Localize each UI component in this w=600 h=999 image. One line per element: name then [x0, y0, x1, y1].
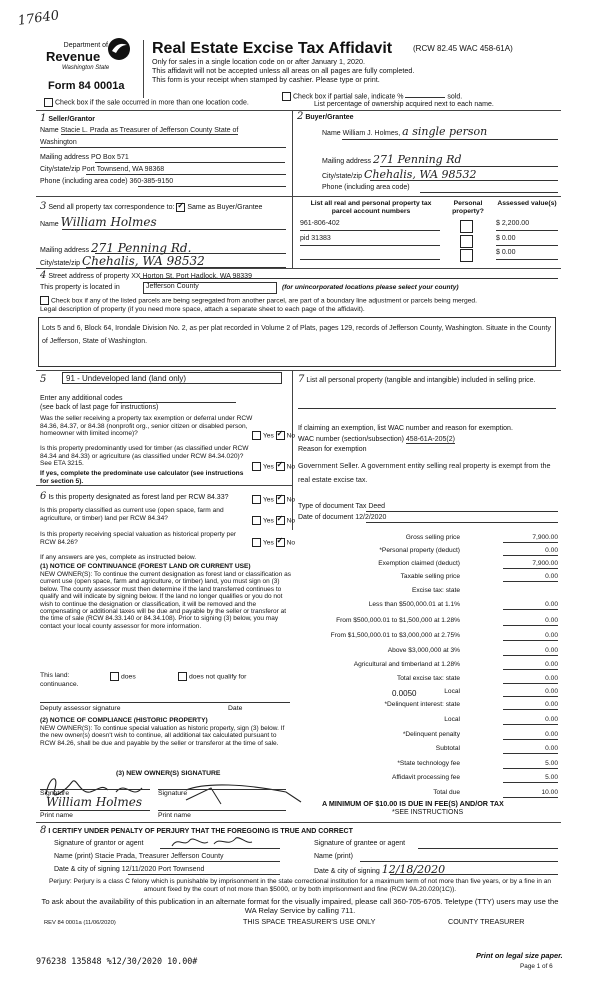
- owner-signature-label: Signature: [40, 790, 70, 797]
- street-num: 4: [40, 270, 47, 281]
- seller-city-value: Port Townsend, WA 98368: [82, 166, 165, 173]
- grantor-name-field[interactable]: [54, 853, 224, 861]
- tax-row-label: Total excise tax: state: [396, 675, 460, 682]
- tax-row-label: Agricultural and timberland at 1.28%: [353, 661, 460, 668]
- header-note-3: This form is your receipt when stamped by cashier. Please type or print.: [152, 75, 380, 84]
- open-space-answer[interactable]: [252, 516, 295, 525]
- buyer-city-label: City/state/zip: [322, 173, 363, 180]
- notice1-title: (1) NOTICE OF CONTINUANCE (FOREST LAND OR CURRENT USE): [40, 563, 251, 570]
- tax-row-value[interactable]: 0.00: [503, 601, 558, 610]
- send-tax-name-label: Name: [40, 221, 59, 228]
- new-owner-sig-title: (3) NEW OWNER(S) SIGNATURE: [116, 770, 221, 777]
- grantor-date-label: Date & city of signing: [54, 866, 120, 873]
- legal-description[interactable]: Lots 5 and 6, Block 64, Irondale Division No. 2, as per plat recorded in Volume 2 of Plats, pages 129, records of Jefferson County, Washington. Situate in the County of Jefferson, State of Washington.: [38, 317, 556, 367]
- forest-answer[interactable]: [252, 495, 295, 504]
- tax-row: [298, 716, 560, 727]
- tax-row: [298, 760, 560, 771]
- tax-row: [298, 573, 560, 584]
- legal-desc-label: Legal description of property (if you need more space, attach a separate sheet to each page of the affidavit).: [40, 306, 365, 313]
- seller-phone-value: 360-385-9150: [129, 178, 174, 185]
- partial-sold-label: sold.: [447, 93, 463, 101]
- buyer-heading: [297, 111, 354, 123]
- logo-state: Washington State: [62, 64, 110, 71]
- timber-note: If yes, complete the predominate use calculator (see instructions for section 5).: [40, 470, 244, 485]
- reason-label: Reason for exemption: [298, 446, 367, 453]
- wac-value: 458-61A-205(2): [405, 436, 455, 443]
- exemption-question: Was the seller receiving a property tax exemption or deferral under RCW 84.36, 84.37, or 84.38 (nonprofit org., senior citizen or disabled person, homeowner with limited income)?: [40, 415, 253, 438]
- tax-row: [298, 547, 560, 558]
- section8-num: 8: [40, 825, 47, 836]
- tax-row-value[interactable]: 0.00: [503, 573, 558, 582]
- buyer-city-value: Chehalis, WA 98532: [364, 168, 477, 181]
- perjury-warning: Perjury: Perjury is a class C felony which is punishable by imprisonment in the state correctional institution for a maximum term of not more than five years, or by a fine in an amount fixed by the court of not more than $5000, or by both imprisonment and fine (RCW 9A.20.020(1C)).: [48, 878, 552, 893]
- logo-dept: Department of: [63, 42, 108, 49]
- county-select[interactable]: Jefferson County: [143, 282, 277, 294]
- form-rcw: (RCW 82.45 WAC 458-61A): [413, 44, 513, 53]
- wac-field[interactable]: [298, 436, 455, 444]
- does-not-check[interactable]: [178, 672, 246, 681]
- tax-row: [298, 587, 560, 598]
- segregated-check[interactable]: [40, 296, 477, 305]
- tax-row: [298, 701, 560, 712]
- tax-row-value[interactable]: 0.00: [503, 675, 558, 684]
- doc-date-field[interactable]: [298, 514, 386, 522]
- forest-label: Is this property designated as forest land per RCW 84.33?: [48, 494, 229, 501]
- tax-row: [298, 745, 560, 756]
- buyer-num: 2: [297, 111, 304, 122]
- exemption-answer[interactable]: [252, 431, 295, 440]
- located-in-label: This property is located in: [40, 284, 120, 291]
- street-address-field[interactable]: [40, 270, 252, 282]
- timber-answer[interactable]: [252, 462, 295, 471]
- dor-logo: [46, 42, 128, 72]
- print-name-label: Print name: [40, 812, 73, 819]
- street-value: XX Horton St, Port Hadlock, WA 98339: [131, 273, 252, 280]
- tax-row-label: Exemption claimed (deduct): [378, 560, 460, 567]
- doc-date-label: Date of document: [298, 514, 354, 521]
- stamp-number: 17640: [17, 8, 61, 29]
- no-label: No: [286, 496, 296, 504]
- seller-title: Seller/Grantor: [48, 116, 96, 123]
- buyer-title: Buyer/Grantee: [305, 114, 354, 121]
- buyer-phone-label: Phone (including area code): [322, 184, 410, 191]
- form-revision: REV 84 0001a (11/06/2020): [44, 920, 116, 926]
- wac-label: WAC number (section/subsection): [298, 436, 404, 443]
- grantor-name-value: Stacie Prada, Treasurer Jefferson County: [94, 853, 224, 860]
- tax-row-label: Gross selling price: [405, 534, 460, 541]
- tax-row-label: Affidavit processing fee: [391, 774, 460, 781]
- segregated-label: Check box if any of the listed parcels are being segregated from another parcel, are part of a boundary line adjustment or parcels being merged.: [51, 297, 478, 305]
- seller-name-value: Stacie L. Prada as Treasurer of Jefferson County State of: [60, 127, 239, 134]
- logo-revenue: Revenue: [46, 49, 101, 65]
- yes-label: Yes: [263, 517, 274, 525]
- tax-row-label: Local: [444, 688, 460, 695]
- seller-city-field[interactable]: [40, 166, 164, 174]
- section7-num: 7: [298, 374, 305, 385]
- tax-row-label: Total due: [433, 789, 460, 796]
- seller-city-label: City/state/zip: [40, 166, 81, 173]
- treasurer-use-label: THIS SPACE TREASURER'S USE ONLY: [243, 917, 376, 926]
- no-label: No: [286, 432, 296, 440]
- buyer-name-value: William J. Holmes: [342, 130, 399, 137]
- buyer-phone-field[interactable]: [322, 184, 410, 192]
- send-tax-name-value: William Holmes: [60, 215, 157, 229]
- header-note-1: Only for sales in a single location code on or after January 1, 2020.: [152, 57, 365, 66]
- seller-mailing-value: PO Box 571: [90, 154, 129, 161]
- certify-label: I CERTIFY UNDER PENALTY OF PERJURY THAT THE FOREGOING IS TRUE AND CORRECT: [48, 828, 353, 835]
- additional-codes-label: Enter any additional codes: [40, 395, 123, 402]
- no-label: No: [286, 517, 296, 525]
- parcel-col-value: Assessed value(s): [497, 200, 557, 207]
- seller-mailing-label: Mailing address: [40, 154, 90, 161]
- tax-row-label: *Delinquent penalty: [402, 731, 460, 738]
- seller-mailing-field[interactable]: [40, 154, 286, 162]
- buyer-name-field[interactable]: Name William J. Holmes, a single person: [322, 125, 488, 138]
- continuance-label: continuance.: [40, 681, 79, 688]
- tax-row: [298, 632, 560, 643]
- tax-row: [298, 731, 560, 742]
- yes-label: Yes: [263, 463, 274, 471]
- form-number: Form 84 0001a: [48, 80, 125, 92]
- seller-phone-label: Phone (including area code): [40, 178, 128, 185]
- if-yes-note: If any answers are yes, complete as instructed below.: [40, 554, 197, 561]
- send-tax-city-label: City/state/zip: [40, 260, 81, 267]
- notice2-title: (2) NOTICE OF COMPLIANCE (HISTORIC PROPERTY): [40, 717, 208, 724]
- local-rate: 0.0050: [392, 689, 417, 698]
- buyer-name-handwritten: a single person: [402, 125, 488, 138]
- forest-question: [40, 491, 228, 503]
- parcel-value-2[interactable]: $ 0.00: [496, 235, 558, 246]
- tax-row: [298, 534, 560, 545]
- this-land-label: This land:: [40, 672, 70, 679]
- send-tax-city-value: Chehalis, WA 98532: [82, 254, 205, 268]
- grantee-date-value: 12/18/2020: [381, 863, 446, 876]
- minimum-due-note: A MINIMUM OF $10.00 IS DUE IN FEE(S) AND/OR TAX: [322, 799, 504, 808]
- tax-row-value[interactable]: 0.00: [503, 688, 558, 697]
- no-label: No: [286, 463, 296, 471]
- grantee-date-label: Date & city of signing: [314, 868, 380, 875]
- alternate-format-note: To ask about the availability of this publication in an alternate format for the visually impaired, please call 360-705-6705. Teletype (TTY) users may use the WA Relay Service by calling 711.: [41, 897, 559, 916]
- tax-row-label: Excise tax: state: [411, 587, 460, 594]
- section7-label: List all personal property (tangible and intangible) included in selling price.: [306, 377, 536, 384]
- tax-row-value[interactable]: 0.00: [503, 745, 558, 754]
- tax-row: [298, 617, 560, 628]
- send-tax-mailing-value: 271 Penning Rd.: [90, 241, 192, 255]
- seller-name-field[interactable]: [40, 127, 286, 135]
- tax-row-label: *Personal property (deduct): [379, 547, 460, 554]
- buyer-mailing-value: 271 Penning Rd: [372, 153, 462, 166]
- tax-row-value[interactable]: 5.00: [503, 760, 558, 769]
- seller-name-label: Name: [40, 127, 59, 134]
- exemption-claim-label: If claiming an exemption, list WAC number and reason for exemption.: [298, 425, 513, 432]
- tax-row: [298, 560, 560, 571]
- send-tax-name-field[interactable]: [40, 216, 157, 230]
- multi-location-check[interactable]: [44, 98, 249, 107]
- tax-row: [298, 647, 560, 658]
- section6-num: 6: [40, 491, 47, 502]
- doc-type-label: Type of document: [298, 503, 354, 510]
- ownership-note: List percentage of ownership acquired next to each name.: [314, 101, 494, 108]
- tax-row-label: *Delinquent interest: state: [384, 701, 460, 708]
- tax-row-label: From $1,500,000.01 to $3,000,000 at 2.75%: [330, 632, 460, 639]
- tax-row-label: Taxable selling price: [400, 573, 460, 580]
- see-instructions-note: *SEE INSTRUCTIONS: [392, 809, 464, 816]
- yes-label: Yes: [263, 539, 274, 547]
- does-not-label: does not qualify for: [189, 673, 247, 681]
- tax-row-label: Local: [444, 716, 460, 723]
- tax-row-value[interactable]: 7,900.00: [503, 534, 558, 543]
- yes-label: Yes: [263, 496, 274, 504]
- tax-row-value[interactable]: 0.00: [503, 731, 558, 740]
- dor-swoosh-icon: [106, 36, 132, 62]
- grantor-date-value: 12/11/2020 Port Townsend: [121, 866, 205, 873]
- parcel-value-1[interactable]: $ 2,200.00: [496, 220, 558, 231]
- tax-row-label: *State technology fee: [397, 760, 460, 767]
- tax-row-value[interactable]: 5.00: [503, 774, 558, 783]
- see-back-label: (see back of last page for instructions): [40, 404, 159, 411]
- grantee-name-label: Name (print): [314, 853, 353, 860]
- seller-phone-field[interactable]: [40, 178, 173, 186]
- deputy-label: Deputy assessor signature: [40, 705, 121, 712]
- grantor-sig-label: Signature of grantor or agent: [54, 840, 144, 847]
- historical-question: Is this property receiving special valuation as historical property per RCW 84.26?: [40, 531, 237, 546]
- doc-type-value: Tax Deed: [355, 503, 386, 510]
- owner-print-name: William Holmes: [46, 795, 142, 809]
- doc-date-value: 12/2/2020: [355, 514, 387, 521]
- cashier-receipt: 976238 135848 %12/30/2020 10.00#: [36, 956, 198, 966]
- buyer-mailing-field[interactable]: [322, 154, 558, 167]
- parcel-value-3[interactable]: $ 0.00: [496, 249, 558, 260]
- tax-row: [298, 774, 560, 785]
- land-use-code[interactable]: 91 - Undeveloped land (land only): [62, 372, 282, 384]
- timber-question: Is this property predominantly used for timber (as classified under RCW 84.34 and 84.33) or agriculture (as classified under RCW 84.34.020)? See ETA 3215.: [40, 445, 249, 468]
- parcel-number-2[interactable]: pid 31383: [300, 235, 440, 246]
- street-label: Street address of property: [48, 273, 130, 280]
- buyer-name-label: Name: [322, 130, 341, 137]
- historical-answer[interactable]: [252, 538, 295, 547]
- tax-row-value[interactable]: 10.00: [503, 789, 558, 798]
- grantor-name-label: Name (print): [54, 853, 93, 860]
- tax-row-label: Subtotal: [435, 745, 460, 752]
- grantee-sig-label: Signature of grantee or agent: [314, 840, 406, 847]
- tax-row-value[interactable]: 0.00: [503, 617, 558, 626]
- tax-row-value[interactable]: 0.00: [503, 716, 558, 725]
- tax-row-value[interactable]: 0.00: [503, 701, 558, 710]
- tax-row: [298, 601, 560, 612]
- parcel-col-numbers: List all real and personal property tax parcel account numbers: [310, 200, 432, 215]
- seller-name-line2: Washington: [40, 139, 286, 148]
- seller-heading: [40, 113, 95, 125]
- tax-row: [298, 661, 560, 672]
- tax-row-value[interactable]: 0.00: [503, 647, 558, 656]
- send-tax-mailing-label: Mailing address: [40, 247, 90, 254]
- parcel-number-3[interactable]: [300, 249, 440, 260]
- same-as-buyer-checkbox[interactable]: [176, 203, 185, 212]
- tax-row-value[interactable]: 0.00: [503, 632, 558, 641]
- section5-num: 5: [40, 374, 47, 385]
- does-label: does: [121, 673, 136, 681]
- owner-signature-label-2: Signature: [158, 790, 188, 797]
- header-note-2: This affidavit will not be accepted unless all areas on all pages are fully completed.: [152, 66, 415, 75]
- send-tax-label: Send all property tax correspondence to:: [48, 204, 175, 211]
- reason-value[interactable]: Government Seller. A government entity selling real property is exempt from the real estate excise tax.: [298, 461, 551, 485]
- notice2-text: NEW OWNER(S): To continue special valuation as historic property, sign (3) below. If the new owner(s) doesn't wish to continue, all additional tax calculated pursuant to RCW 84.26, shall be due and payable by the seller or transferor at the time of sale.: [40, 725, 285, 747]
- tax-row-label: From $500,000.01 to $1,500,000 at 1.28%: [336, 617, 460, 624]
- unincorporated-note: (for unincorporated locations please select your county): [282, 284, 459, 291]
- partial-sale-check[interactable]: [282, 92, 462, 101]
- doc-type-field[interactable]: [298, 503, 385, 511]
- print-name-label-2: Print name: [158, 812, 191, 819]
- parcel-col-personal: Personal property?: [452, 200, 484, 215]
- tax-row: [298, 688, 560, 699]
- send-tax-heading: [40, 201, 262, 213]
- grantor-date-field[interactable]: [54, 866, 204, 874]
- parcel-number-1[interactable]: 961-806-402: [300, 220, 440, 231]
- buyer-mailing-label: Mailing address: [322, 158, 372, 165]
- parcel-personal-3[interactable]: [460, 249, 473, 265]
- seller-num: 1: [40, 113, 47, 124]
- personal-property-label: [298, 374, 556, 386]
- tax-row-value[interactable]: 0.00: [503, 661, 558, 670]
- does-check[interactable]: [110, 672, 136, 681]
- open-space-question: Is this property classified as current use (open space, farm and agriculture, or timber) land per RCW 84.34?: [40, 507, 224, 522]
- notice1-text: NEW OWNER(S): To continue the current designation as forest land or classification as current use (open space, farm and agriculture, or timber) land, you must sign on (3) below. The county assessor must then determine if the land transferred continues to qualify and will indicate by signing below. If the land no longer qualifies or you do not wish to continue the designation or classification, it will be removed and the compensating or additional taxes will be due and payable by the seller or transferor at the time of sale (RCW 84.33.140 or 84.34.108). Prior to signing (3) below, you may contact your local county assessor for more information.: [40, 571, 291, 630]
- tax-row-label: Less than $500,000.01 at 1.1%: [368, 601, 460, 608]
- page-number: Page 1 of 6: [520, 963, 553, 970]
- no-label: No: [286, 539, 296, 547]
- grantor-signature-scribble: [168, 834, 258, 850]
- form-title: Real Estate Excise Tax Affidavit: [152, 40, 393, 57]
- tax-row-value[interactable]: 7,900.00: [503, 560, 558, 569]
- same-as-buyer-label: Same as Buyer/Grantee: [187, 204, 263, 211]
- tax-row-label: Above $3,000,000 at 3%: [387, 647, 460, 654]
- legal-paper-note: Print on legal size paper.: [476, 951, 563, 960]
- county-treasurer-label: COUNTY TREASURER: [448, 917, 525, 926]
- tax-row: [298, 675, 560, 686]
- multi-location-label: Check box if the sale occurred in more than one location code.: [55, 99, 249, 107]
- send-tax-num: 3: [40, 201, 47, 212]
- yes-label: Yes: [263, 432, 274, 440]
- deputy-date-label: Date: [228, 705, 243, 712]
- partial-sale-label: Check box if partial sale, indicate %: [293, 93, 404, 101]
- parcel-personal-1[interactable]: [460, 220, 473, 236]
- tax-row-value[interactable]: 0.00: [503, 547, 558, 556]
